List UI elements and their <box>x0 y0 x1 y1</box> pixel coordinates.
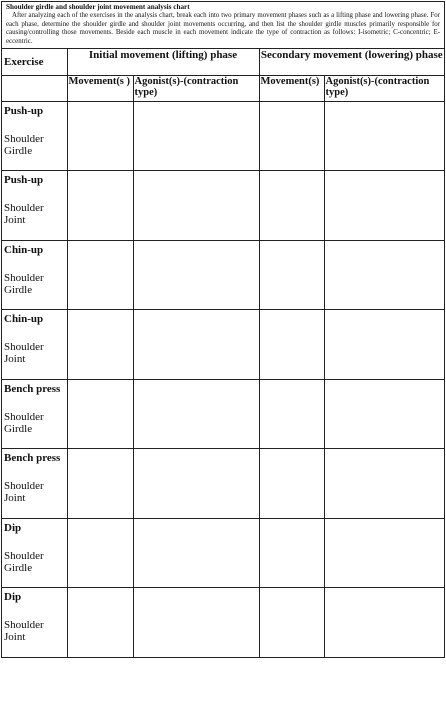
lifting-movement-input-cell[interactable] <box>67 379 133 449</box>
table-row <box>2 449 444 519</box>
lowering-movement-input-cell[interactable] <box>259 240 324 310</box>
lifting-movement-input-cell[interactable] <box>67 101 133 171</box>
table-row <box>2 310 444 380</box>
table-row <box>2 240 444 310</box>
body-part: Shoulder Girdle <box>4 271 44 296</box>
lowering-movement-input-cell[interactable] <box>259 310 324 380</box>
subheader-blank-cell <box>2 75 67 101</box>
table-row <box>2 101 444 171</box>
instructions-block <box>2 2 444 49</box>
lifting-agonists-header: Agonist(s)-(contraction type) <box>133 75 259 101</box>
body-part: Shoulder Girdle <box>4 132 44 157</box>
body-part: Shoulder Girdle <box>4 410 44 435</box>
exercise-cell <box>2 171 67 241</box>
exercise-name: Dip <box>4 591 22 604</box>
lowering-agonist-input-cell[interactable] <box>324 171 444 241</box>
lowering-movement-input-cell[interactable] <box>259 588 324 658</box>
exercise-name: Bench press <box>4 452 61 465</box>
lifting-movement-input-cell[interactable] <box>67 449 133 519</box>
lifting-agonist-input-cell[interactable] <box>133 240 259 310</box>
analysis-chart-document <box>1 1 445 658</box>
movement-analysis-table <box>2 49 444 657</box>
lifting-agonist-input-cell[interactable] <box>133 588 259 658</box>
lowering-movement-input-cell[interactable] <box>259 449 324 519</box>
lifting-phase-header: Initial movement (lifting) phase <box>67 49 259 75</box>
lifting-movement-input-cell[interactable] <box>67 588 133 658</box>
exercise-name: Push-up <box>4 104 44 117</box>
exercise-name: Bench press <box>4 382 61 395</box>
lowering-phase-header: Secondary movement (lowering) phase <box>259 49 444 75</box>
instructions-text: After analyzing each of the exercises in the analysis chart, break each into two primary movement phases such as a lifting phase and lowering phase. For each phase, determine the shoulder girdle and shoulder joint movements occurring, and then list the shoulder girdle muscles primarily responsible for causing/controlling those movements. Beside each muscle in each movement indicate the type of contraction as follows: I-isometric; C-concentric; E-eccentric. <box>6 12 440 45</box>
lowering-agonist-input-cell[interactable] <box>324 101 444 171</box>
lifting-movement-input-cell[interactable] <box>67 310 133 380</box>
lifting-movement-input-cell[interactable] <box>67 240 133 310</box>
lowering-agonist-input-cell[interactable] <box>324 449 444 519</box>
exercise-cell <box>2 518 67 588</box>
table-row <box>2 379 444 449</box>
body-part: Shoulder Joint <box>4 480 44 505</box>
body-part: Shoulder Joint <box>4 341 44 366</box>
exercise-cell <box>2 310 67 380</box>
lifting-movement-input-cell[interactable] <box>67 518 133 588</box>
exercise-cell <box>2 240 67 310</box>
body-part: Shoulder Girdle <box>4 549 44 574</box>
lowering-movement-input-cell[interactable] <box>259 171 324 241</box>
lifting-movement-input-cell[interactable] <box>67 171 133 241</box>
lifting-agonist-input-cell[interactable] <box>133 101 259 171</box>
lowering-agonists-header: Agonist(s)-(contraction type) <box>324 75 444 101</box>
lifting-agonist-input-cell[interactable] <box>133 518 259 588</box>
lifting-agonist-input-cell[interactable] <box>133 379 259 449</box>
exercise-cell <box>2 379 67 449</box>
lowering-agonist-input-cell[interactable] <box>324 310 444 380</box>
exercise-column-header: Exercise <box>2 49 67 75</box>
exercise-name: Chin-up <box>4 313 44 326</box>
exercise-name: Dip <box>4 521 22 534</box>
exercise-name: Chin-up <box>4 243 44 256</box>
exercise-name: Push-up <box>4 174 44 187</box>
exercise-cell <box>2 449 67 519</box>
lowering-agonist-input-cell[interactable] <box>324 379 444 449</box>
lowering-agonist-input-cell[interactable] <box>324 588 444 658</box>
phase-header-row <box>2 49 444 75</box>
lifting-agonist-input-cell[interactable] <box>133 171 259 241</box>
lifting-movements-header: Movement(s ) <box>67 75 133 101</box>
body-part: Shoulder Joint <box>4 202 44 227</box>
lowering-agonist-input-cell[interactable] <box>324 240 444 310</box>
lowering-agonist-input-cell[interactable] <box>324 518 444 588</box>
table-row <box>2 518 444 588</box>
lowering-movement-input-cell[interactable] <box>259 518 324 588</box>
table-row <box>2 171 444 241</box>
subheader-row <box>2 75 444 101</box>
exercise-cell <box>2 588 67 658</box>
chart-title: Shoulder girdle and shoulder joint movement analysis chart <box>6 3 190 11</box>
lowering-movement-input-cell[interactable] <box>259 379 324 449</box>
table-row <box>2 588 444 658</box>
lifting-agonist-input-cell[interactable] <box>133 310 259 380</box>
body-part: Shoulder Joint <box>4 619 44 644</box>
exercise-cell <box>2 101 67 171</box>
lowering-movement-input-cell[interactable] <box>259 101 324 171</box>
lifting-agonist-input-cell[interactable] <box>133 449 259 519</box>
lowering-movements-header: Movement(s) <box>259 75 324 101</box>
